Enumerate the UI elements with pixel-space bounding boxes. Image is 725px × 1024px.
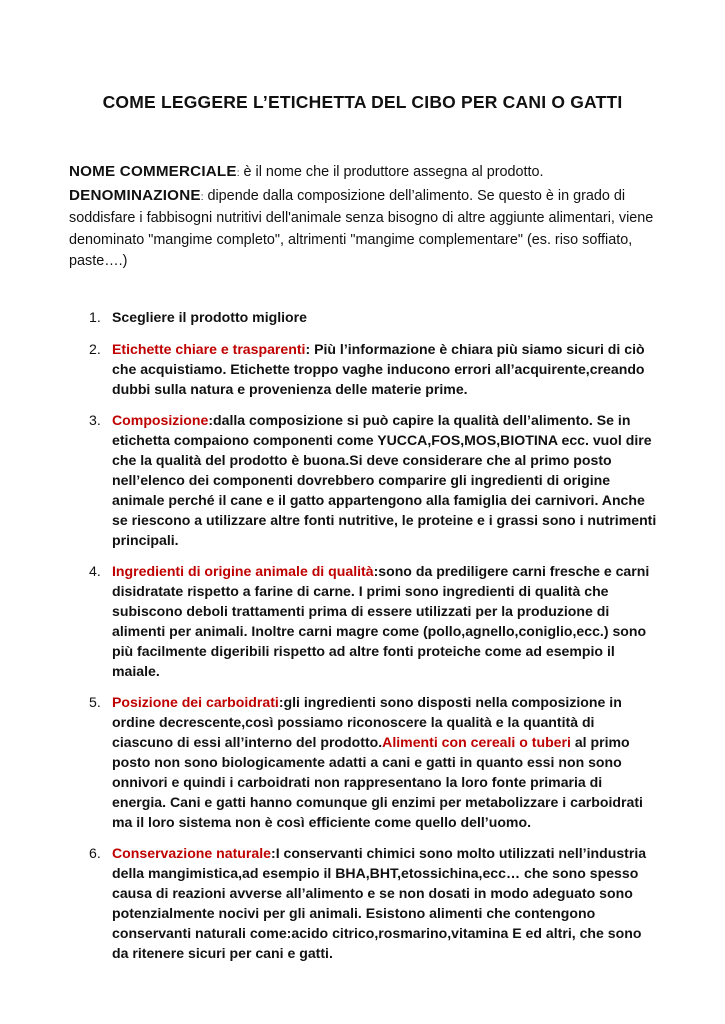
list-item-text: :dalla composizione si può capire la qualità dell’alimento. Se in etichetta compaiono componenti come YUCCA,FOS,MOS,BIOTINA ecc. vuol dire che la qualità del prodotto è buona.Si deve considerare che al primo posto nell’elenco dei componenti dovrebbero comparire gli ingredienti di origine animale perché il cane e il gatto appartengono alla famiglia dei carnivori. Anche se riescono a utilizzare altre fonti nutritive, le proteine e i grassi sono i nutrimenti principali. (112, 412, 657, 548)
denominazione-colon: : (200, 191, 204, 203)
list-item-text: :sono da prediligere carni fresche e carni disidratate rispetto a farine di carne. I primi sono ingredienti di qualità che subiscono deboli trattamenti prima di essere utilizzati per la produzione di alimenti per animali. Inoltre carni magre come (pollo,agnello,coniglio,ecc.) sono più facilmente digeribili rispetto ad altre fonti proteiche come ad esempio il maiale. (112, 563, 650, 679)
numbered-list (86, 307, 658, 974)
list-item-highlight: Etichette chiare e trasparenti (112, 341, 306, 357)
list-item-2 (86, 339, 658, 399)
list-item-highlight: Posizione dei carboidrati (112, 694, 279, 710)
list-item-text: : Più l’informazione è chiara più siamo sicuri di ciò che acquistiamo. Etichette troppo vaghe inducono errori all’acquirente,creando dubbi sulla natura e provenienza delle materie prime. (112, 341, 645, 397)
list-item-1 (86, 307, 658, 327)
list-item-highlight-secondary: Alimenti con cereali o tuberi (382, 734, 571, 750)
nome-commerciale-colon: : (236, 168, 240, 179)
nome-commerciale-term: NOME COMMERCIALE (69, 163, 237, 180)
list-item-text: :I conservanti chimici sono molto utilizzati nell’industria della mangimistica,ad esempio il BHA,BHT,etossichina,ecc… che sono spesso causa di reazioni avverse all’alimento e se non dosati in modo adeguato sono potenzialmente nocivi per gli animali. Esistono alimenti che contengono conservanti naturali come:acido citrico,rosmarino,vitamina E ed altri, che sono da ritenere sicuri per cani e gatti. (112, 845, 647, 961)
list-item-text: Scegliere il prodotto migliore (112, 309, 307, 325)
nome-commerciale-paragraph (69, 161, 669, 185)
denominazione-term: DENOMINAZIONE (69, 186, 201, 204)
list-item-number: 2. (89, 341, 101, 357)
list-item-6 (86, 843, 658, 963)
list-item-text: :gli ingredienti sono disposti nella composizione in ordine decrescente,così possiamo riconoscere la qualità e la quantità di ciascuno di essi all’interno del prodotto. (112, 694, 622, 750)
list-item-number: 5. (89, 694, 101, 710)
list-item-number: 1. (89, 309, 101, 325)
list-item-number: 4. (89, 563, 101, 579)
list-item-number: 6. (89, 845, 101, 861)
list-item-highlight: Conservazione naturale (112, 845, 271, 861)
denominazione-text: dipende dalla composizione dell’alimento. Se questo è in grado di soddisfare i fabbisogni nutritivi dell'animale senza bisogno di altre aggiunte alimentari, viene denominato "mangime completo", altrimenti "mangime complementare" (es. riso soffiato, paste….) (69, 187, 654, 269)
list-item-highlight: Composizione (112, 412, 209, 428)
list-item-3 (86, 410, 658, 550)
list-item-number: 3. (89, 412, 101, 428)
intro-section (69, 161, 669, 273)
denominazione-paragraph (69, 185, 669, 273)
list-item-4 (86, 561, 658, 681)
list-item-5 (86, 692, 658, 832)
document-title: COME LEGGERE L’ETICHETTA DEL CIBO PER CANI O GATTI (102, 92, 623, 112)
list-item-highlight: Ingredienti di origine animale di qualità (112, 563, 374, 579)
list-item-text-secondary: al primo posto non sono biologicamente adatti a cani e gatti in quanto essi non sono onnivori e quindi i carboidrati non rappresentano la loro fonte primaria di energia. Cani e gatti hanno comunque gli enzimi per metabolizzare i carboidrati ma il loro sistema non è così efficiente come quello dell’uomo. (112, 734, 643, 830)
nome-commerciale-text: è il nome che il produttore assegna al prodotto. (239, 164, 544, 180)
